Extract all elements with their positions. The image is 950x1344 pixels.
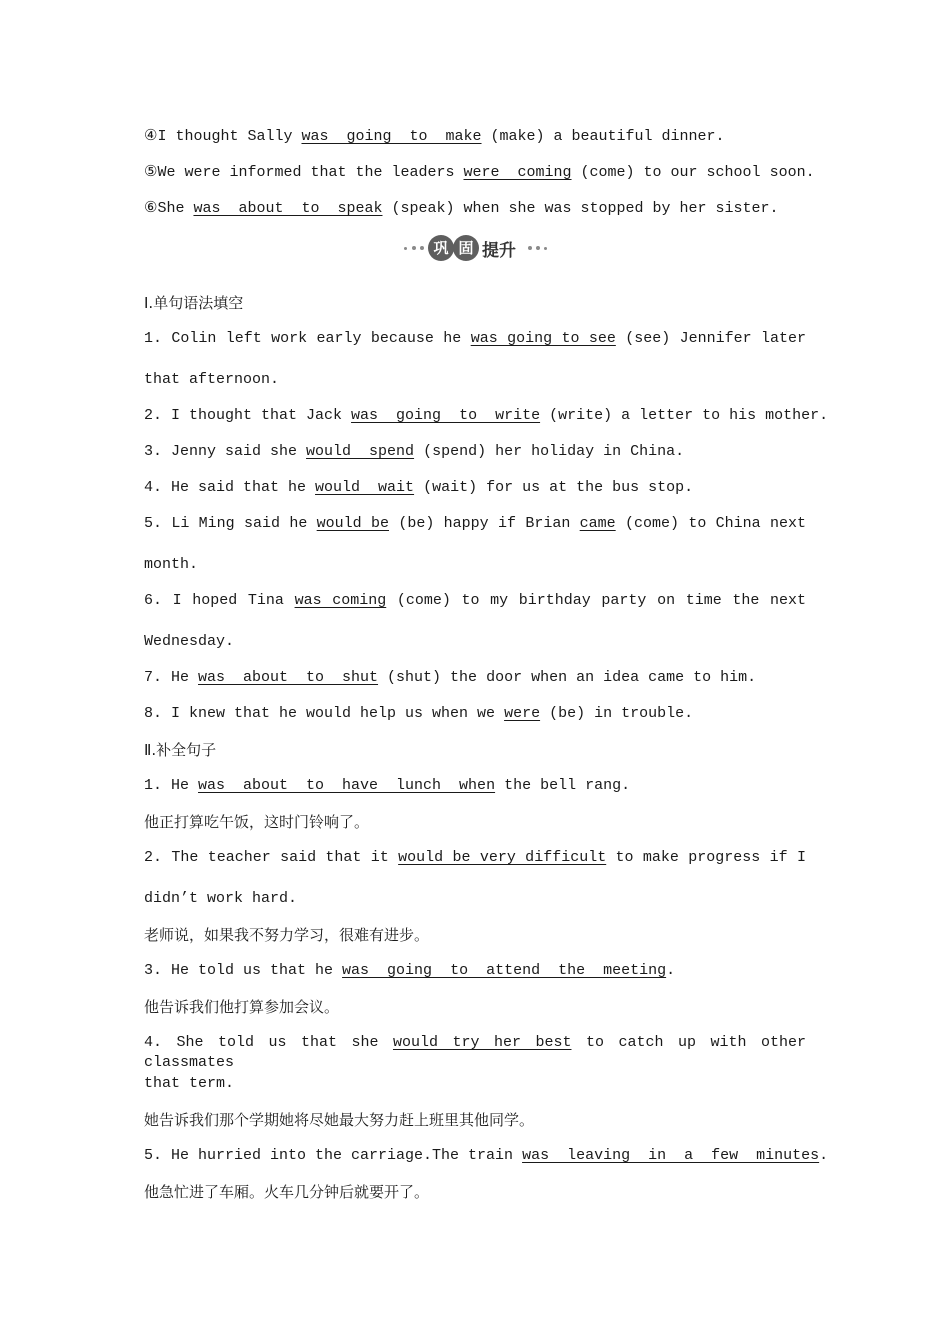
item-text: (speak) when she was stopped by her sister. xyxy=(382,200,779,217)
question-5 xyxy=(144,514,806,534)
section-banner xyxy=(400,233,550,263)
banner-dot xyxy=(412,246,416,250)
exercise-item-5 xyxy=(144,163,815,183)
item-text: (shut) the door when an idea came to him. xyxy=(378,669,757,686)
question-3 xyxy=(144,442,684,462)
item-text: to make progress if I xyxy=(606,849,806,866)
item-text: (come) to China next xyxy=(615,515,807,532)
answer-blank: was going to attend the meeting xyxy=(342,962,667,979)
item-text: (wait) for us at the bus stop. xyxy=(414,479,694,496)
banner-dot xyxy=(544,247,547,250)
sentence-4 xyxy=(144,1033,806,1073)
exercise-item-6 xyxy=(144,199,779,219)
answer-blank: were xyxy=(504,705,541,722)
question-4 xyxy=(144,478,693,498)
answer-blank: came xyxy=(579,515,616,532)
item-text: (come) to my birthday party on time the next xyxy=(386,592,806,609)
banner-dot xyxy=(404,247,407,250)
question-6-continued: Wednesday. xyxy=(144,633,235,650)
item-text: (come) to our school soon. xyxy=(571,164,815,181)
question-2 xyxy=(144,406,828,426)
item-text: 1. He xyxy=(144,777,199,794)
item-text: (see) Jennifer later xyxy=(615,330,806,347)
banner-dot xyxy=(420,246,424,250)
question-1 xyxy=(144,329,806,349)
sentence-5 xyxy=(144,1146,828,1166)
translation-4: 她告诉我们那个学期她将尽她最大努力赶上班里其他同学。 xyxy=(144,1111,535,1129)
answer-blank: would be very difficult xyxy=(398,849,607,866)
item-text: 5. He hurried into the carriage.The train xyxy=(144,1147,523,1164)
item-text: ⑥She xyxy=(144,200,194,217)
section-title: Ⅰ.单句语法填空 xyxy=(144,294,244,312)
sentence-1 xyxy=(144,776,630,796)
item-text: 3. Jenny said she xyxy=(144,443,307,460)
answer-blank: was going to see xyxy=(470,330,616,347)
question-7 xyxy=(144,668,756,688)
sentence-2-continued: didn’t work hard. xyxy=(144,890,298,907)
translation-2: 老师说，如果我不努力学习，很难有进步。 xyxy=(144,926,430,944)
item-text: 2. The teacher said that it xyxy=(144,849,399,866)
sentence-2 xyxy=(144,848,806,868)
answer-blank: were coming xyxy=(463,164,572,181)
item-text: (write) a letter to his mother. xyxy=(540,407,829,424)
item-text: 3. He told us that he xyxy=(144,962,343,979)
item-text: . xyxy=(666,962,676,979)
item-text: the bell rang. xyxy=(495,777,631,794)
item-text: 1. Colin left work early because he xyxy=(144,330,471,347)
item-text: 4. He said that he xyxy=(144,479,316,496)
item-text: to catch up with other classmates xyxy=(144,1034,806,1071)
question-1-continued: that afternoon. xyxy=(144,371,280,388)
answer-blank: would try her best xyxy=(392,1034,572,1051)
answer-blank: was about to speak xyxy=(193,200,383,217)
item-text: ⑤We were informed that the leaders xyxy=(144,164,464,181)
question-5-continued: month. xyxy=(144,556,199,573)
question-6 xyxy=(144,591,806,611)
banner-dot xyxy=(528,246,532,250)
answer-blank: was going to make xyxy=(301,128,482,145)
banner-title: 提升 xyxy=(482,241,516,261)
item-text: (be) happy if Brian xyxy=(389,515,580,532)
banner-dot xyxy=(536,246,540,250)
item-text: ④I thought Sally xyxy=(144,128,302,145)
sentence-4-continued: that term. xyxy=(144,1075,235,1092)
item-text: 8. I knew that he would help us when we xyxy=(144,705,505,722)
exercise-item-4 xyxy=(144,127,725,147)
answer-blank: was about to shut xyxy=(198,669,379,686)
sentence-3 xyxy=(144,961,675,981)
answer-blank: was going to write xyxy=(351,407,541,424)
item-text: 4. She told us that she xyxy=(144,1034,393,1051)
translation-5: 他急忙进了车厢。火车几分钟后就要开了。 xyxy=(144,1183,430,1201)
translation-1: 他正打算吃午饭，这时门铃响了。 xyxy=(144,813,370,831)
answer-blank: would be xyxy=(316,515,389,532)
question-8 xyxy=(144,704,693,724)
banner-circle: 巩 xyxy=(428,235,454,261)
item-text: (make) a beautiful dinner. xyxy=(481,128,725,145)
answer-blank: was leaving in a few minutes xyxy=(522,1147,820,1164)
section-title: Ⅱ.补全句子 xyxy=(144,741,217,759)
item-text: 5. Li Ming said he xyxy=(144,515,317,532)
translation-3: 他告诉我们他打算参加会议。 xyxy=(144,998,340,1016)
banner-circle: 固 xyxy=(453,235,479,261)
item-text: (spend) her holiday in China. xyxy=(414,443,685,460)
item-text: 2. I thought that Jack xyxy=(144,407,352,424)
answer-blank: would wait xyxy=(315,479,415,496)
item-text: (be) in trouble. xyxy=(540,705,694,722)
answer-blank: would spend xyxy=(306,443,415,460)
item-text: . xyxy=(819,1147,829,1164)
answer-blank: was about to have lunch when xyxy=(198,777,496,794)
item-text: 7. He xyxy=(144,669,199,686)
answer-blank: was coming xyxy=(294,592,387,609)
item-text: 6. I hoped Tina xyxy=(144,592,295,609)
